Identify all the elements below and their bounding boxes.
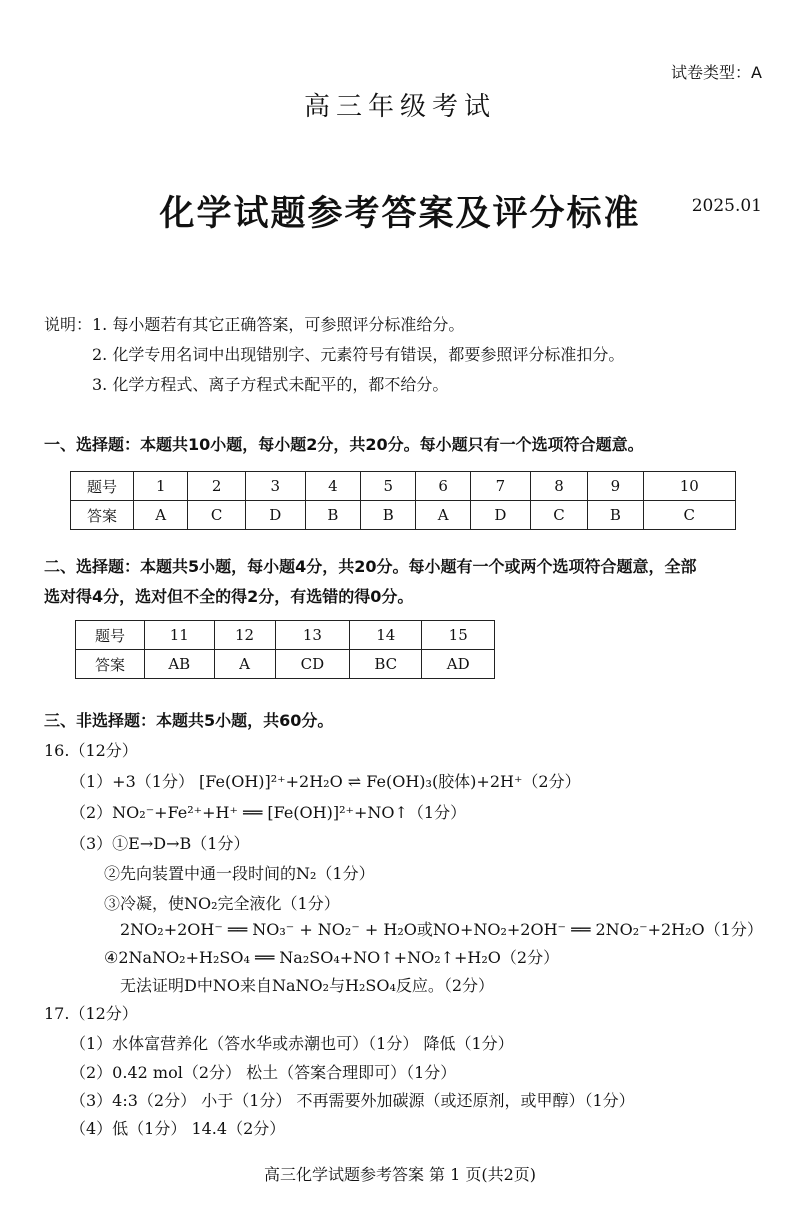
question-number: 5 [361,472,416,501]
answer-cell: C [188,501,245,530]
row-label: 题号 [76,621,145,650]
answer-cell: B [361,501,416,530]
q16-title: 16.（12分） [44,741,138,760]
exam-type-label: 试卷类型：A [671,63,762,82]
row-label: 题号 [71,472,134,501]
table-row [71,472,736,501]
question-number: 11 [145,621,215,650]
q17-line-2: （2）0.42 mol（2分） 松土（答案合理即可）（1分） [70,1063,457,1082]
question-number: 2 [188,472,245,501]
q16-line-7: ④2NaNO₂+H₂SO₄ ══ Na₂SO₄+NO↑+NO₂↑+H₂O（2分） [104,948,560,967]
answer-cell: D [470,501,530,530]
question-number: 1 [134,472,188,501]
note-1: 说明：1. 每小题若有其它正确答案，可参照评分标准给分。 [44,315,465,334]
q16-line-1: （1）+3（1分） [Fe(OH)]²⁺+2H₂O ⇌ Fe(OH)₃(胶体)+2H⁺（2分） [70,772,581,791]
question-number: 15 [422,621,495,650]
section1-answer-table [70,471,736,530]
page-footer: 高三化学试题参考答案 第 1 页(共2页) [263,1165,537,1184]
question-number: 10 [643,472,735,501]
question-number: 6 [416,472,470,501]
note-2: 2. 化学专用名词中出现错别字、元素符号有错误，都要参照评分标准扣分。 [92,345,625,364]
section2-heading-line2: 选对得4分，选对但不全的得2分，有选错的得0分。 [44,587,414,606]
q16-line-4: ②先向装置中通一段时间的N₂（1分） [104,864,375,883]
row-label: 答案 [76,650,145,679]
answer-cell: A [214,650,275,679]
answer-cell: AB [145,650,215,679]
page-title: 化学试题参考答案及评分标准 [159,193,641,234]
q17-title: 17.（12分） [44,1004,138,1023]
question-number: 3 [245,472,305,501]
answer-cell: D [245,501,305,530]
table-row [76,621,495,650]
answer-cell: A [134,501,188,530]
question-number: 13 [275,621,350,650]
section2-answer-table [75,620,495,679]
row-label: 答案 [71,501,134,530]
q17-line-1: （1）水体富营养化（答水华或赤潮也可）（1分） 降低（1分） [70,1034,514,1053]
section2-heading-line1: 二、选择题：本题共5小题，每小题4分，共20分。每小题有一个或两个选项符合题意，全部 [44,557,697,576]
q17-line-4: （4）低（1分） 14.4（2分） [70,1119,286,1138]
answer-cell: B [588,501,643,530]
q16-line-5: ③冷凝，使NO₂完全液化（1分） [104,894,340,913]
q17-line-3: （3）4:3（2分） 小于（1分） 不再需要外加碳源（或还原剂，或甲醇）（1分） [70,1091,635,1110]
q16-line-8: 无法证明D中NO来自NaNO₂与H₂SO₄反应。（2分） [120,976,495,995]
q16-line-2: （2）NO₂⁻+Fe²⁺+H⁺ ══ [Fe(OH)]²⁺+NO↑（1分） [70,803,467,822]
question-number: 8 [530,472,587,501]
answer-cell: CD [275,650,350,679]
section3-heading: 三、非选择题：本题共5小题，共60分。 [44,711,334,730]
answer-cell: A [416,501,470,530]
question-number: 12 [214,621,275,650]
table-row [71,501,736,530]
q16-line-3: （3）①E→D→B（1分） [70,834,250,853]
answer-cell: C [643,501,735,530]
answer-cell: BC [350,650,422,679]
section1-heading: 一、选择题：本题共10小题，每小题2分，共20分。每小题只有一个选项符合题意。 [44,435,644,454]
question-number: 14 [350,621,422,650]
answer-cell: C [530,501,587,530]
exam-date: 2025.01 [691,196,762,216]
question-number: 9 [588,472,643,501]
exam-title: 高三年级考试 [303,92,496,122]
table-row [76,650,495,679]
answer-cell: B [305,501,360,530]
note-3: 3. 化学方程式、离子方程式未配平的，都不给分。 [92,375,449,394]
question-number: 4 [305,472,360,501]
answer-cell: AD [422,650,495,679]
question-number: 7 [470,472,530,501]
q16-line-6: 2NO₂+2OH⁻ ══ NO₃⁻ + NO₂⁻ + H₂O或NO+NO₂+2OH⁻ ══ 2NO₂⁻+2H₂O（1分） [120,920,763,939]
